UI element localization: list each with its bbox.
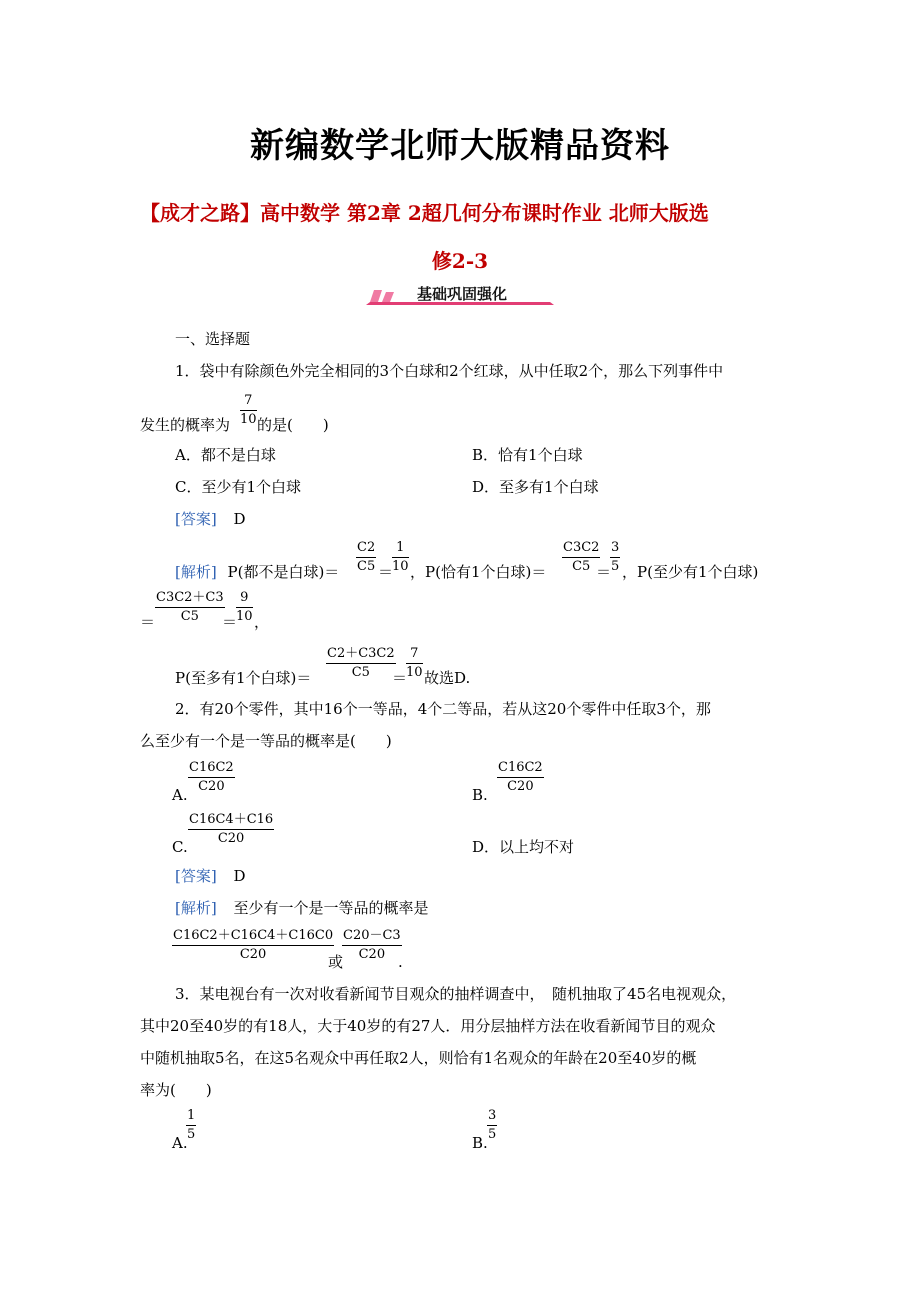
or-text: 或 <box>328 953 344 971</box>
period: . <box>398 953 403 971</box>
comma: ， <box>254 613 270 631</box>
q2-analysis-frac2 <box>342 928 402 963</box>
q2-stem-line2: 么至少有一个是一等品的概率是( ) <box>140 732 392 750</box>
q2-analysis <box>175 899 429 917</box>
frac-num: 9 <box>236 590 253 608</box>
q1-answer <box>175 510 246 528</box>
page-title: 新编数学北师大版精品资料 <box>250 126 670 166</box>
frac-den: C5 <box>572 559 591 574</box>
q1-analysis-line1 <box>175 563 339 581</box>
analysis-text: ，P(至少有1个白球) <box>622 563 759 581</box>
frac-den: 10 <box>236 609 253 624</box>
frac-den: C5 <box>351 665 370 680</box>
q2-answer <box>175 867 246 885</box>
q2-option-c-label: C. <box>172 838 188 856</box>
q2-option-d: D．以上均不对 <box>472 838 575 856</box>
answer-value: D <box>233 510 246 528</box>
frac-num: 3 <box>487 1108 497 1126</box>
q1-a-frac5 <box>155 590 225 625</box>
q1-a-frac7 <box>326 646 396 681</box>
q2-stem-line1: 2．有20个零件，其中16个一等品，4个二等品，若从这20个零件中任取3个，那 <box>175 700 711 718</box>
frac-den: C20 <box>507 779 534 794</box>
frac-num: C3C2 <box>562 540 600 558</box>
frac-den: C20 <box>198 779 225 794</box>
q3-line4: 率为( ) <box>140 1081 212 1099</box>
q1-option-a: A．都不是白球 <box>175 446 276 464</box>
q3-option-b-label: B. <box>472 1134 488 1152</box>
banner-label: 基础巩固强化 <box>416 285 508 303</box>
analysis-text: ，P(恰有1个白球)＝ <box>410 563 547 581</box>
frac-num: C20－C3 <box>342 928 402 946</box>
frac-den: 5 <box>488 1127 497 1142</box>
frac-num: C2 <box>356 540 376 558</box>
frac-den: 10 <box>392 559 409 574</box>
q2-option-b-label: B. <box>472 786 488 804</box>
frac-num: C16C2＋C16C4＋C16C0 <box>172 928 334 946</box>
frac-num: C3C2＋C3 <box>155 590 225 608</box>
q1-option-b: B．恰有1个白球 <box>472 446 583 464</box>
equals: ＝ <box>392 669 408 687</box>
q1-option-d: D．至多有1个白球 <box>472 478 599 496</box>
answer-tag: [答案] <box>175 867 217 885</box>
answer-tag: [答案] <box>175 510 217 528</box>
frac-den: C5 <box>357 559 376 574</box>
frac-den: 5 <box>187 1127 196 1142</box>
q1-stem-line2-pre: 发生的概率为 <box>140 416 231 434</box>
q1-a-frac3 <box>562 540 600 575</box>
frac-den: C5 <box>180 609 199 624</box>
subtitle-line-2: 修2-3 <box>431 249 489 273</box>
frac-den: 5 <box>611 559 620 574</box>
frac-num: 1 <box>392 540 409 558</box>
q1-stem-fraction <box>240 393 257 428</box>
q3-line3: 中随机抽取5名，在这5名观众中再任取2人，则恰有1名观众的年龄在20至40岁的概 <box>140 1049 697 1067</box>
frac-num: C16C2 <box>188 760 235 778</box>
frac-den: C20 <box>358 947 386 962</box>
frac-den: 10 <box>406 665 423 680</box>
equals: ＝ <box>140 613 156 631</box>
q1-a-frac2 <box>392 540 409 575</box>
equals: ＝ <box>378 563 394 581</box>
analysis-text: 至少有一个是一等品的概率是 <box>233 899 429 917</box>
frac-den: C20 <box>217 831 245 846</box>
q1-stem-line1: 1．袋中有除颜色外完全相同的3个白球和2个红球，从中任取2个，那么下列事件中 <box>175 362 724 380</box>
section-banner <box>360 282 560 308</box>
q1-a-frac4 <box>610 540 620 575</box>
frac-num: C2＋C3C2 <box>326 646 396 664</box>
analysis-tag: [解析] <box>175 899 217 917</box>
q3-line1: 3．某电视台有一次对收看新闻节目观众的抽样调查中， 随机抽取了45名电视观众， <box>175 985 737 1003</box>
q2-option-b-fraction <box>497 760 544 795</box>
frac-num: 7 <box>406 646 423 664</box>
analysis-text: 故选D. <box>424 669 471 687</box>
subtitle-line-1: 【成才之路】高中数学 第2章 2超几何分布课时作业 北师大版选 <box>140 201 709 225</box>
q1-stem-line2-post: 的是( ) <box>257 416 329 434</box>
q3-line2: 其中20至40岁的有18人，大于40岁的有27人．用分层抽样方法在收看新闻节目的观众 <box>140 1017 716 1035</box>
q2-option-c-fraction <box>188 812 274 847</box>
q1-frac-den: 10 <box>240 412 257 427</box>
frac-num: C16C4＋C16 <box>188 812 274 830</box>
frac-num: 3 <box>610 540 620 558</box>
equals: ＝ <box>596 563 612 581</box>
q2-analysis-frac1 <box>172 928 334 963</box>
equals: ＝ <box>222 613 238 631</box>
q1-option-c: C．至少有1个白球 <box>175 478 302 496</box>
analysis-tag: [解析] <box>175 563 217 581</box>
q1-a-frac8 <box>406 646 423 681</box>
analysis-text: P(都不是白球)＝ <box>227 563 340 581</box>
q1-a-frac1 <box>356 540 376 575</box>
q1-frac-num: 7 <box>240 393 257 411</box>
q2-option-a-fraction <box>188 760 235 795</box>
analysis-text: P(至多有1个白球)＝ <box>175 669 312 687</box>
q3-option-a-label: A. <box>172 1134 188 1152</box>
q3-option-a-fraction <box>186 1108 196 1143</box>
frac-den: C20 <box>239 947 267 962</box>
section-title: 一、选择题 <box>175 330 251 348</box>
q3-option-b-fraction <box>487 1108 497 1143</box>
frac-num: 1 <box>186 1108 196 1126</box>
q1-a-frac6 <box>236 590 253 625</box>
q2-option-a-label: A. <box>172 786 188 804</box>
frac-num: C16C2 <box>497 760 544 778</box>
answer-value: D <box>233 867 246 885</box>
